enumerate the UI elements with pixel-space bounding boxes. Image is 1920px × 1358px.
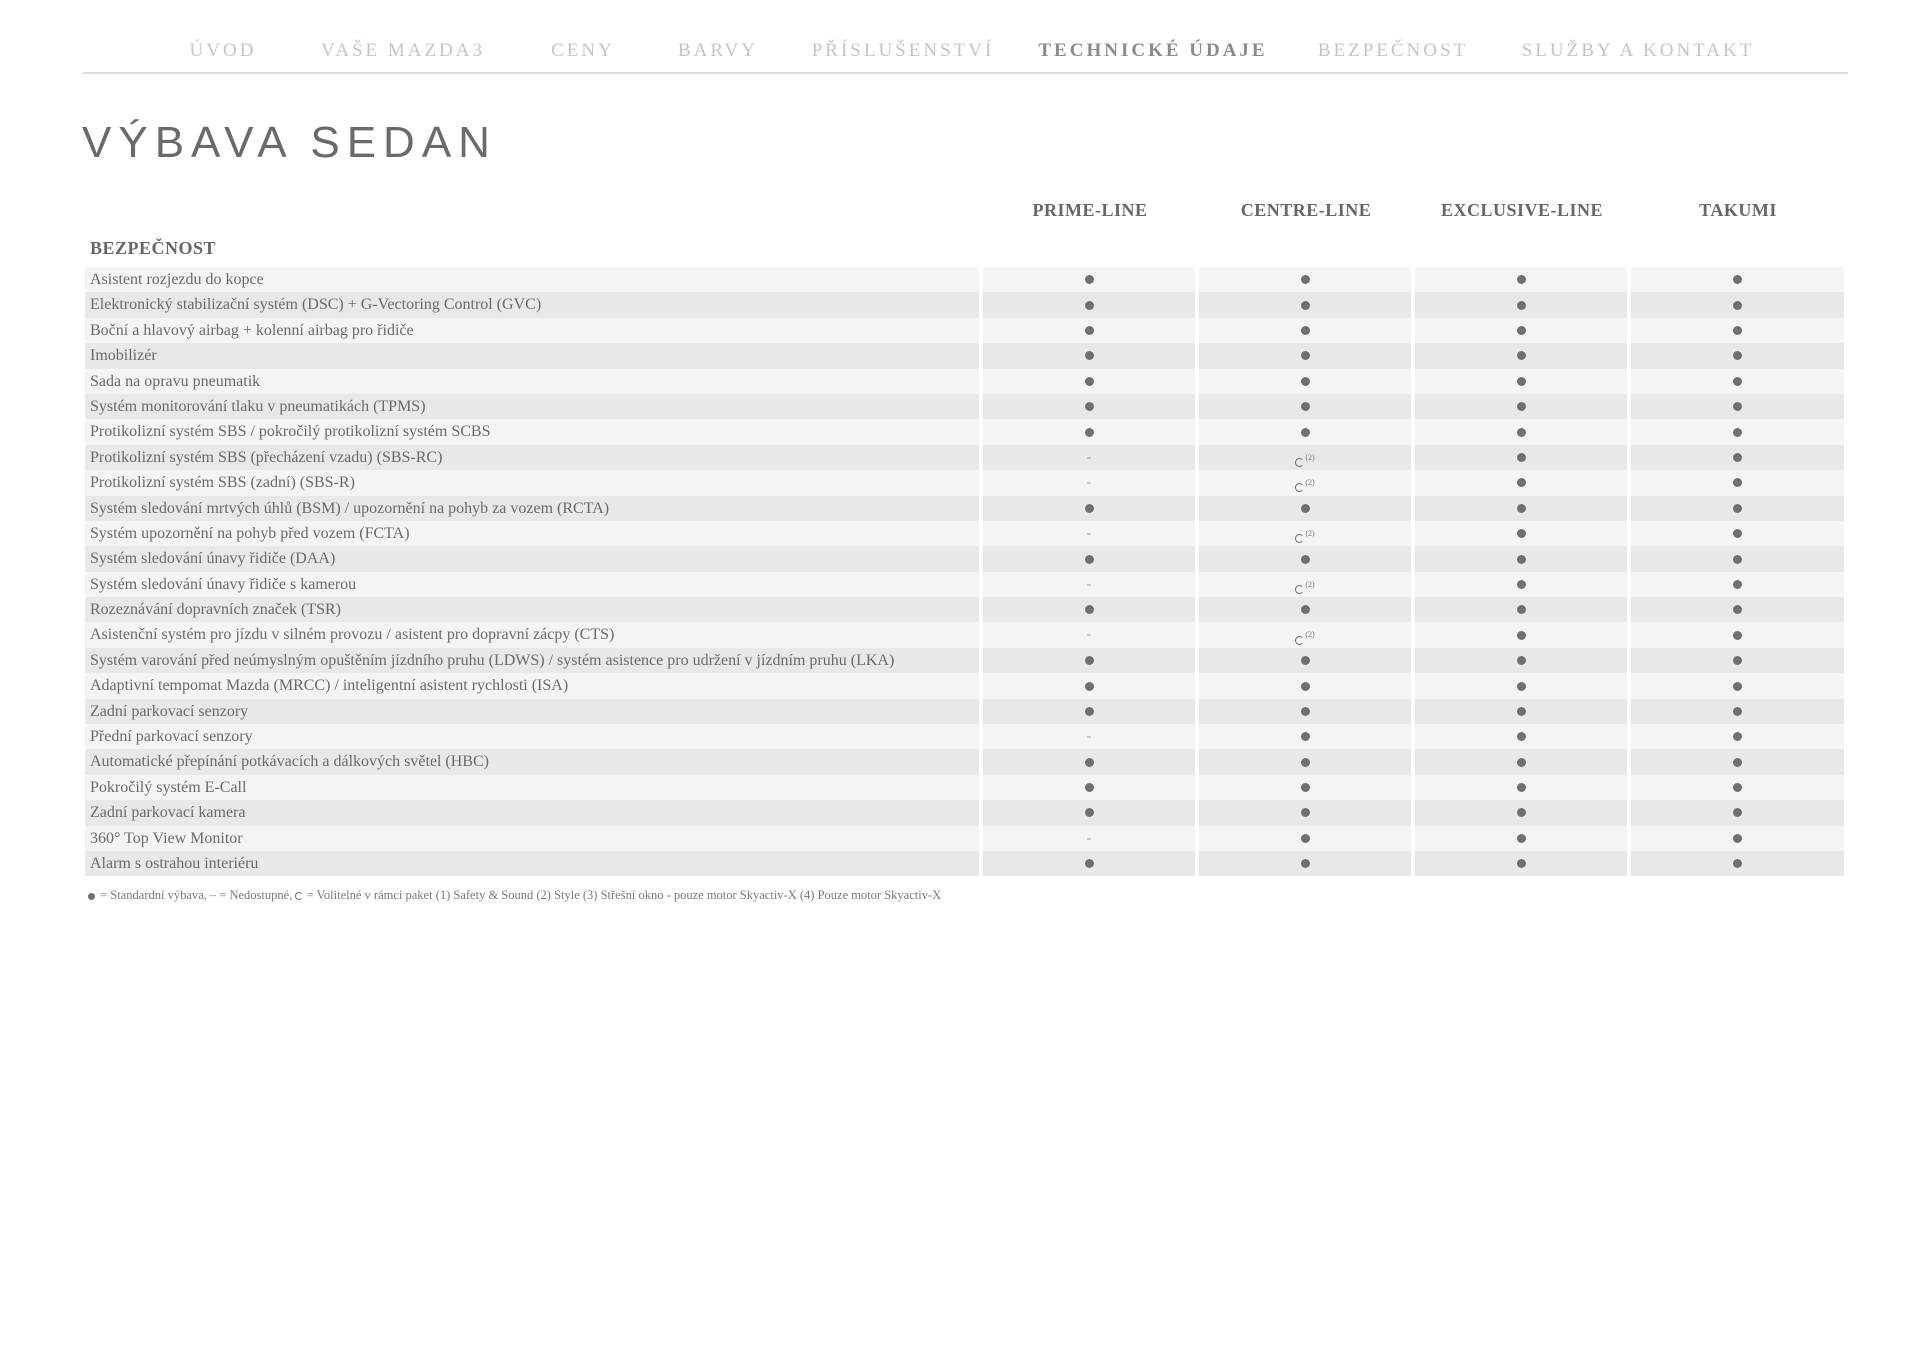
standard-dot-icon: [1085, 758, 1094, 767]
standard-dot-icon: [1085, 707, 1094, 716]
table-row: [85, 724, 1848, 749]
cell-takumi: [1631, 369, 1844, 394]
cell-centre-line: [1199, 699, 1411, 724]
cell-takumi: [1631, 318, 1844, 343]
standard-dot-icon: [1301, 834, 1310, 843]
standard-dot-icon: [1733, 631, 1742, 640]
nav-item-7[interactable]: BEZPEČNOST: [1317, 40, 1469, 61]
cell-exclusive-line: [1415, 343, 1627, 368]
cell-takumi: [1631, 445, 1844, 470]
cell-exclusive-line: [1415, 622, 1627, 647]
cell-prime-line: [983, 292, 1195, 317]
top-navigation: [83, 38, 1848, 74]
cell-centre-line: [1199, 572, 1411, 597]
table-row: [85, 343, 1848, 368]
footnote-ref: (2): [1305, 528, 1315, 538]
standard-dot-icon: [88, 893, 95, 900]
cell-exclusive-line: [1415, 699, 1627, 724]
standard-dot-icon: [1517, 453, 1526, 462]
standard-dot-icon: [1517, 555, 1526, 564]
standard-dot-icon: [1517, 834, 1526, 843]
standard-dot-icon: [1301, 682, 1310, 691]
standard-dot-icon: [1517, 326, 1526, 335]
cell-prime-line: [983, 369, 1195, 394]
cell-centre-line: [1199, 419, 1411, 444]
cell-takumi: [1631, 292, 1844, 317]
standard-dot-icon: [1085, 301, 1094, 310]
standard-dot-icon: [1085, 682, 1094, 691]
standard-dot-icon: [1301, 504, 1310, 513]
cell-exclusive-line: [1415, 851, 1627, 876]
cell-prime-line: [983, 267, 1195, 292]
standard-dot-icon: [1085, 377, 1094, 386]
standard-dot-icon: [1517, 656, 1526, 665]
row-label: Automatické přepínání potkávacích a dálkových světel (HBC): [85, 749, 979, 774]
cell-prime-line: [983, 597, 1195, 622]
standard-dot-icon: [1301, 783, 1310, 792]
row-label: Protikolizní systém SBS (přecházení vzadu) (SBS-RC): [85, 445, 979, 470]
standard-dot-icon: [1733, 402, 1742, 411]
row-label: Systém upozornění na pohyb před vozem (FCTA): [85, 521, 979, 546]
nav-item-1[interactable]: ÚVOD: [189, 40, 257, 61]
table-row: [85, 419, 1848, 444]
standard-dot-icon: [1301, 555, 1310, 564]
cell-takumi: [1631, 597, 1844, 622]
optional-circle-icon: [1295, 636, 1304, 645]
row-label: Adaptivní tempomat Mazda (MRCC) / inteligentní asistent rychlosti (ISA): [85, 673, 979, 698]
standard-dot-icon: [1733, 682, 1742, 691]
table-row: [85, 673, 1848, 698]
table-row: [85, 445, 1848, 470]
cell-prime-line: [983, 318, 1195, 343]
not-available-dash: -: [1086, 729, 1092, 745]
cell-exclusive-line: [1415, 470, 1627, 495]
standard-dot-icon: [1301, 808, 1310, 817]
page-title: VÝBAVA SEDAN: [82, 118, 497, 167]
row-label: 360° Top View Monitor: [85, 826, 979, 851]
cell-takumi: [1631, 521, 1844, 546]
cell-takumi: [1631, 851, 1844, 876]
table-row: [85, 394, 1848, 419]
standard-dot-icon: [1517, 859, 1526, 868]
standard-dot-icon: [1733, 707, 1742, 716]
standard-dot-icon: [1301, 859, 1310, 868]
standard-dot-icon: [1733, 529, 1742, 538]
cell-centre-line: [1199, 445, 1411, 470]
standard-dot-icon: [1517, 478, 1526, 487]
cell-exclusive-line: [1415, 597, 1627, 622]
row-label: Systém varování před neúmyslným opuštěním jízdního pruhu (LDWS) / systém asistence pro udržení v jízdním pruhu (LKA): [85, 648, 979, 673]
nav-item-2[interactable]: VAŠE MAZDA3: [320, 40, 486, 61]
standard-dot-icon: [1517, 301, 1526, 310]
standard-dot-icon: [1517, 580, 1526, 589]
cell-prime-line: [983, 851, 1195, 876]
cell-prime-line: [983, 749, 1195, 774]
standard-dot-icon: [1733, 377, 1742, 386]
standard-dot-icon: [1085, 656, 1094, 665]
not-available-dash: -: [1086, 576, 1092, 592]
optional-circle-icon: [1295, 458, 1304, 467]
cell-exclusive-line: [1415, 369, 1627, 394]
cell-prime-line: [983, 572, 1195, 597]
standard-dot-icon: [1517, 351, 1526, 360]
standard-dot-icon: [1517, 605, 1526, 614]
column-header-2: CENTRE-LINE: [1240, 200, 1372, 220]
cell-exclusive-line: [1415, 648, 1627, 673]
optional-circle-icon: [1295, 534, 1304, 543]
row-label: Boční a hlavový airbag + kolenní airbag pro řidiče: [85, 318, 979, 343]
row-label: Protikolizní systém SBS (zadní) (SBS-R): [85, 470, 979, 495]
standard-dot-icon: [1517, 758, 1526, 767]
optional-circle-icon: [1295, 483, 1304, 492]
table-row: [85, 749, 1848, 774]
cell-centre-line: [1199, 673, 1411, 698]
section-title: BEZPEČNOST: [90, 238, 217, 258]
row-label: Alarm s ostrahou interiéru: [85, 851, 979, 876]
standard-dot-icon: [1085, 402, 1094, 411]
standard-dot-icon: [1517, 631, 1526, 640]
table-row: [85, 622, 1848, 647]
standard-dot-icon: [1517, 529, 1526, 538]
cell-exclusive-line: [1415, 445, 1627, 470]
column-header-1: PRIME-LINE: [1032, 200, 1148, 220]
row-label: Imobilizér: [85, 343, 979, 368]
cell-takumi: [1631, 800, 1844, 825]
cell-prime-line: [983, 775, 1195, 800]
standard-dot-icon: [1085, 504, 1094, 513]
cell-centre-line: [1199, 318, 1411, 343]
cell-takumi: [1631, 673, 1844, 698]
not-available-dash: -: [1086, 627, 1092, 643]
standard-dot-icon: [1733, 428, 1742, 437]
standard-dot-icon: [1733, 656, 1742, 665]
cell-centre-line: [1199, 521, 1411, 546]
cell-prime-line: [983, 521, 1195, 546]
cell-prime-line: [983, 343, 1195, 368]
cell-takumi: [1631, 699, 1844, 724]
cell-prime-line: [983, 648, 1195, 673]
standard-dot-icon: [1733, 555, 1742, 564]
standard-dot-icon: [1085, 808, 1094, 817]
standard-dot-icon: [1733, 504, 1742, 513]
standard-dot-icon: [1517, 808, 1526, 817]
nav-item-8[interactable]: SLUŽBY A KONTAKT: [1521, 40, 1755, 61]
cell-centre-line: [1199, 724, 1411, 749]
cell-centre-line: [1199, 648, 1411, 673]
table-row: [85, 496, 1848, 521]
table-row: [85, 546, 1848, 571]
standard-dot-icon: [1517, 682, 1526, 691]
standard-dot-icon: [1733, 478, 1742, 487]
cell-exclusive-line: [1415, 546, 1627, 571]
nav-item-6[interactable]: TECHNICKÉ ÚDAJE: [1038, 40, 1268, 61]
cell-centre-line: [1199, 775, 1411, 800]
cell-prime-line: [983, 699, 1195, 724]
cell-takumi: [1631, 775, 1844, 800]
cell-prime-line: [983, 445, 1195, 470]
cell-prime-line: [983, 496, 1195, 521]
cell-exclusive-line: [1415, 394, 1627, 419]
row-label: Systém sledování únavy řidiče (DAA): [85, 546, 979, 571]
cell-exclusive-line: [1415, 496, 1627, 521]
standard-dot-icon: [1733, 580, 1742, 589]
standard-dot-icon: [1733, 326, 1742, 335]
standard-dot-icon: [1733, 859, 1742, 868]
cell-exclusive-line: [1415, 724, 1627, 749]
column-header-3: EXCLUSIVE-LINE: [1440, 200, 1604, 220]
cell-prime-line: [983, 800, 1195, 825]
cell-takumi: [1631, 267, 1844, 292]
cell-centre-line: [1199, 851, 1411, 876]
cell-centre-line: [1199, 267, 1411, 292]
standard-dot-icon: [1301, 707, 1310, 716]
standard-dot-icon: [1301, 351, 1310, 360]
standard-dot-icon: [1301, 428, 1310, 437]
cell-takumi: [1631, 724, 1844, 749]
optional-circle-icon: [295, 892, 303, 900]
row-label: Protikolizní systém SBS / pokročilý protikolizní systém SCBS: [85, 419, 979, 444]
table-row: [85, 318, 1848, 343]
cell-centre-line: [1199, 826, 1411, 851]
standard-dot-icon: [1301, 605, 1310, 614]
cell-takumi: [1631, 826, 1844, 851]
cell-centre-line: [1199, 622, 1411, 647]
standard-dot-icon: [1517, 377, 1526, 386]
table-row: [85, 572, 1848, 597]
cell-centre-line: [1199, 546, 1411, 571]
cell-centre-line: [1199, 597, 1411, 622]
standard-dot-icon: [1085, 783, 1094, 792]
row-label: Přední parkovací senzory: [85, 724, 979, 749]
standard-dot-icon: [1733, 275, 1742, 284]
standard-dot-icon: [1517, 707, 1526, 716]
standard-dot-icon: [1301, 326, 1310, 335]
cell-takumi: [1631, 749, 1844, 774]
not-available-dash: -: [1086, 449, 1092, 465]
standard-dot-icon: [1517, 275, 1526, 284]
standard-dot-icon: [1733, 758, 1742, 767]
cell-centre-line: [1199, 749, 1411, 774]
row-label: Zadní parkovací senzory: [85, 699, 979, 724]
table-row: [85, 851, 1848, 876]
nav-item-4[interactable]: BARVY: [678, 40, 758, 61]
cell-takumi: [1631, 572, 1844, 597]
not-available-dash: -: [1086, 475, 1092, 491]
row-label: Systém sledování únavy řidiče s kamerou: [85, 572, 979, 597]
cell-exclusive-line: [1415, 318, 1627, 343]
not-available-dash: -: [1086, 525, 1092, 541]
cell-prime-line: [983, 419, 1195, 444]
standard-dot-icon: [1733, 732, 1742, 741]
cell-prime-line: [983, 470, 1195, 495]
cell-prime-line: [983, 724, 1195, 749]
cell-exclusive-line: [1415, 521, 1627, 546]
standard-dot-icon: [1517, 783, 1526, 792]
table-row: [85, 699, 1848, 724]
standard-dot-icon: [1733, 808, 1742, 817]
cell-takumi: [1631, 343, 1844, 368]
footnote-ref: (2): [1305, 630, 1315, 640]
cell-exclusive-line: [1415, 673, 1627, 698]
cell-exclusive-line: [1415, 419, 1627, 444]
standard-dot-icon: [1085, 351, 1094, 360]
cell-centre-line: [1199, 292, 1411, 317]
footnote-ref: (2): [1305, 579, 1315, 589]
table-row: [85, 267, 1848, 292]
cell-prime-line: [983, 826, 1195, 851]
standard-dot-icon: [1517, 402, 1526, 411]
footnote-optional-text: = Volitelné v rámci paket (1) Safety & Sound (2) Style (3) Střešní okno - pouze motor Skyactiv-X (4) Pouze motor Skyactiv-X: [306, 888, 942, 902]
standard-dot-icon: [1733, 351, 1742, 360]
row-label: Asistent rozjezdu do kopce: [85, 267, 979, 292]
cell-centre-line: [1199, 496, 1411, 521]
row-label: Asistenční systém pro jízdu v silném provozu / asistent pro dopravní zácpy (CTS): [85, 622, 979, 647]
cell-takumi: [1631, 622, 1844, 647]
table-row: [85, 470, 1848, 495]
table-row: [85, 648, 1848, 673]
cell-exclusive-line: [1415, 775, 1627, 800]
footnote-ref: (2): [1305, 452, 1315, 462]
table-row: [85, 521, 1848, 546]
cell-prime-line: [983, 394, 1195, 419]
footnote-text: = Standardní výbava, – = Nedostupné,: [100, 888, 293, 902]
standard-dot-icon: [1517, 428, 1526, 437]
footnote-ref: (2): [1305, 478, 1315, 488]
standard-dot-icon: [1085, 555, 1094, 564]
legend-footnote: [88, 888, 941, 903]
cell-exclusive-line: [1415, 292, 1627, 317]
standard-dot-icon: [1517, 504, 1526, 513]
cell-centre-line: [1199, 369, 1411, 394]
cell-takumi: [1631, 394, 1844, 419]
standard-dot-icon: [1301, 402, 1310, 411]
nav-item-5[interactable]: PŘÍSLUŠENSTVÍ: [811, 40, 995, 61]
cell-takumi: [1631, 648, 1844, 673]
standard-dot-icon: [1733, 301, 1742, 310]
column-header-4: TAKUMI: [1699, 200, 1777, 220]
equipment-table: [85, 267, 1848, 876]
cell-takumi: [1631, 496, 1844, 521]
standard-dot-icon: [1301, 377, 1310, 386]
standard-dot-icon: [1301, 732, 1310, 741]
row-label: Systém monitorování tlaku v pneumatikách (TPMS): [85, 394, 979, 419]
cell-takumi: [1631, 546, 1844, 571]
table-row: [85, 800, 1848, 825]
cell-takumi: [1631, 419, 1844, 444]
cell-exclusive-line: [1415, 572, 1627, 597]
standard-dot-icon: [1517, 732, 1526, 741]
cell-centre-line: [1199, 394, 1411, 419]
standard-dot-icon: [1301, 758, 1310, 767]
cell-exclusive-line: [1415, 800, 1627, 825]
row-label: Rozeznávání dopravních značek (TSR): [85, 597, 979, 622]
cell-exclusive-line: [1415, 267, 1627, 292]
standard-dot-icon: [1733, 783, 1742, 792]
standard-dot-icon: [1085, 605, 1094, 614]
optional-circle-icon: [1295, 585, 1304, 594]
row-label: Elektronický stabilizační systém (DSC) + G-Vectoring Control (GVC): [85, 292, 979, 317]
nav-item-3[interactable]: CENY: [551, 40, 615, 61]
standard-dot-icon: [1733, 834, 1742, 843]
row-label: Systém sledování mrtvých úhlů (BSM) / upozornění na pohyb za vozem (RCTA): [85, 496, 979, 521]
standard-dot-icon: [1733, 605, 1742, 614]
cell-centre-line: [1199, 343, 1411, 368]
standard-dot-icon: [1733, 453, 1742, 462]
cell-exclusive-line: [1415, 749, 1627, 774]
not-available-dash: -: [1086, 830, 1092, 846]
cell-centre-line: [1199, 800, 1411, 825]
standard-dot-icon: [1085, 326, 1094, 335]
row-label: Zadní parkovací kamera: [85, 800, 979, 825]
table-row: [85, 369, 1848, 394]
cell-prime-line: [983, 673, 1195, 698]
cell-centre-line: [1199, 470, 1411, 495]
cell-takumi: [1631, 470, 1844, 495]
row-label: Sada na opravu pneumatik: [85, 369, 979, 394]
row-label: Pokročilý systém E-Call: [85, 775, 979, 800]
standard-dot-icon: [1085, 275, 1094, 284]
standard-dot-icon: [1085, 428, 1094, 437]
table-row: [85, 597, 1848, 622]
standard-dot-icon: [1301, 656, 1310, 665]
standard-dot-icon: [1301, 275, 1310, 284]
cell-prime-line: [983, 546, 1195, 571]
cell-prime-line: [983, 622, 1195, 647]
table-row: [85, 775, 1848, 800]
table-row: [85, 292, 1848, 317]
standard-dot-icon: [1085, 859, 1094, 868]
standard-dot-icon: [1301, 301, 1310, 310]
table-row: [85, 826, 1848, 851]
cell-exclusive-line: [1415, 826, 1627, 851]
